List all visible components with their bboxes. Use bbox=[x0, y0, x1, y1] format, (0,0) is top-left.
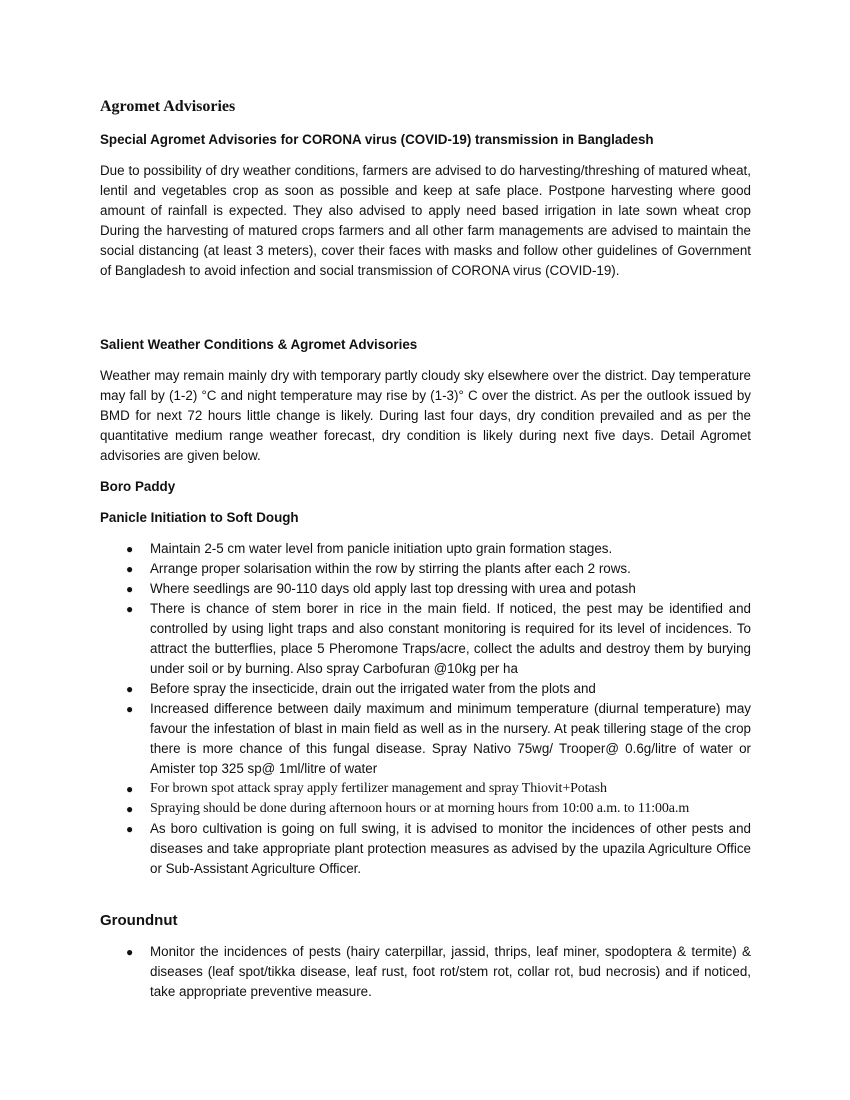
list-item bbox=[100, 599, 751, 679]
bullet-icon: ● bbox=[126, 945, 134, 959]
page-title: Agromet Advisories bbox=[100, 98, 236, 115]
list-item-text: Maintain 2-5 cm water level from panicle initiation upto grain formation stages. bbox=[150, 541, 613, 556]
list-item-text: As boro cultivation is going on full swing, it is advised to monitor the incidences of other pests and diseases and take appropriate plant protection measures as advised by the upazila Agriculture Office or Sub-Assistant Agriculture Officer. bbox=[150, 821, 751, 876]
list-item bbox=[100, 579, 751, 599]
document-page bbox=[100, 96, 751, 1013]
bullet-icon: ● bbox=[126, 682, 134, 696]
bullet-icon: ● bbox=[126, 542, 134, 556]
list-item bbox=[100, 942, 751, 1002]
list-item-text: Increased difference between daily maximum and minimum temperature (diurnal temperature) may favour the infestation of blast in main field as well as in the nursery. At peak tillering stage of the crop there is more chance of this fungal disease. Spray Nativo 75wg/ Trooper@ 0.6g/litre of water or Amister top 325 sp@ 1ml/litre of water bbox=[150, 701, 751, 776]
bullet-icon: ● bbox=[126, 782, 134, 796]
special-advisory-text: Due to possibility of dry weather conditions, farmers are advised to do harvesting/threshing of matured wheat, lentil and vegetables crop as soon as possible and keep at safe place. Postpone harvesting where good amount of rainfall is expected. They also advised to apply need based irrigation in late sown wheat crop During the harvesting of matured crops farmers and all other farm managements are advised to maintain the social distancing (at least 3 meters), cover their faces with masks and follow other guidelines of Government of Bangladesh to avoid infection and social transmission of CORONA virus (COVID-19). bbox=[100, 163, 751, 278]
boro-stage-heading: Panicle Initiation to Soft Dough bbox=[100, 510, 299, 525]
bullet-icon: ● bbox=[126, 702, 134, 716]
list-item-text: Spraying should be done during afternoon hours or at morning hours from 10:00 a.m. to 11:00a.m bbox=[150, 801, 690, 816]
list-item-text: Monitor the incidences of pests (hairy caterpillar, jassid, thrips, leaf miner, spodoptera & termite) & diseases (leaf spot/tikka disease, leaf rust, foot rot/stem rot, collar rot, bud necrosis) and if noticed, take appropriate preventive measure. bbox=[150, 944, 751, 999]
list-item bbox=[100, 819, 751, 879]
list-item-text: There is chance of stem borer in rice in the main field. If noticed, the pest may be identified and controlled by using light traps and also constant monitoring is required for its level of incidences. To attract the butterflies, place 5 Pheromone Traps/acre, collect the adults and destroy them by burying under soil or by burning. Also spray Carbofuran @10kg per ha bbox=[150, 601, 751, 676]
list-item bbox=[100, 539, 751, 559]
special-advisory-heading: Special Agromet Advisories for CORONA virus (COVID-19) transmission in Bangladesh bbox=[100, 132, 654, 147]
list-item bbox=[100, 699, 751, 779]
list-item-text: Arrange proper solarisation within the row by stirring the plants after each 2 rows. bbox=[150, 561, 631, 576]
groundnut-heading: Groundnut bbox=[100, 912, 178, 929]
list-item bbox=[100, 779, 751, 799]
bullet-icon: ● bbox=[126, 562, 134, 576]
list-item-text: Before spray the insecticide, drain out the irrigated water from the plots and bbox=[150, 681, 596, 696]
salient-weather-heading: Salient Weather Conditions & Agromet Advisories bbox=[100, 337, 418, 352]
list-item-text: Where seedlings are 90-110 days old apply last top dressing with urea and potash bbox=[150, 581, 636, 596]
list-item bbox=[100, 799, 751, 819]
list-item-text: For brown spot attack spray apply fertilizer management and spray Thiovit+Potash bbox=[150, 781, 607, 796]
boro-paddy-heading: Boro Paddy bbox=[100, 479, 176, 494]
bullet-icon: ● bbox=[126, 582, 134, 596]
list-item bbox=[100, 679, 751, 699]
bullet-icon: ● bbox=[126, 822, 134, 836]
boro-advisory-list bbox=[100, 539, 751, 879]
bullet-icon: ● bbox=[126, 602, 134, 616]
list-item bbox=[100, 559, 751, 579]
groundnut-advisory-list bbox=[100, 942, 751, 1002]
salient-weather-text: Weather may remain mainly dry with temporary partly cloudy sky elsewhere over the district. Day temperature may fall by (1-2) °C and night temperature may rise by (1-3)° C over the district. As per the outlook issued by BMD for next 72 hours little change is likely. During last four days, dry condition prevailed and as per the quantitative medium range weather forecast, dry condition is likely during next five days. Detail Agromet advisories are given below. bbox=[100, 368, 751, 463]
bullet-icon: ● bbox=[126, 802, 134, 816]
